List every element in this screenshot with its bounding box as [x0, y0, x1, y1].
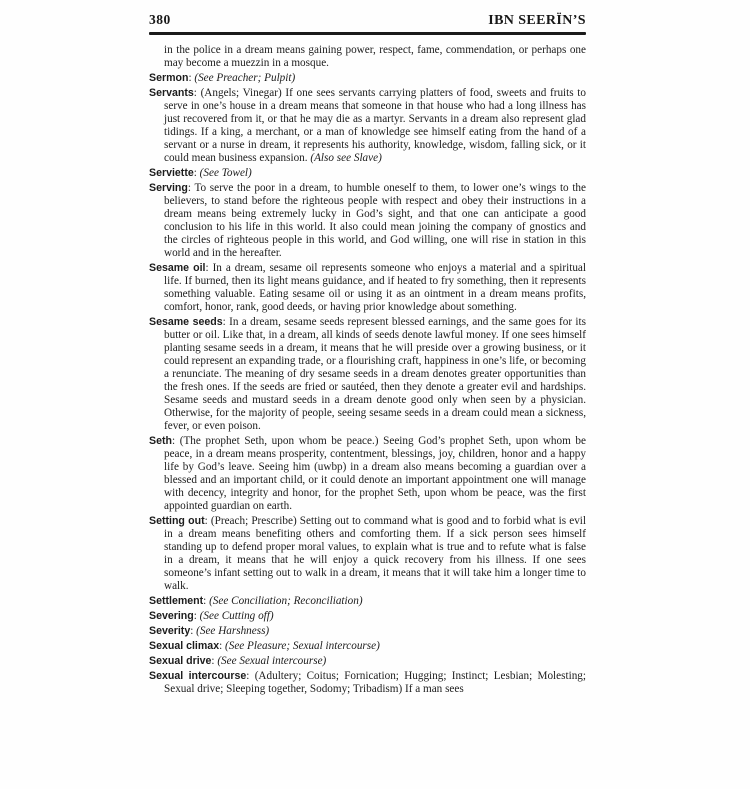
entry-term: Serving	[149, 182, 188, 194]
entry-term: Sesame seeds	[149, 316, 223, 328]
entry-term-separator: :	[205, 262, 213, 274]
entry	[149, 670, 586, 696]
entry-term: Severing	[149, 610, 194, 622]
page-number: 380	[149, 12, 171, 27]
entry-text-regular: In a dream, sesame seeds represent blessed earnings, and the same goes for its butter or oil. Like that, in a dream, all kinds of seeds denote lawful money. If one sees himself planting sesame seeds in a dream, it means that he will preside over a growing business, or it could represent an expanding trade, or a flourishing craft, happiness in one’s life, or becoming a renunciate. The meaning of dry sesame seeds in a dream denotes greater opportunities than the fresh ones. If the seeds are fried or sautéed, then they denote a greater evil and hardships. Sesame seeds and mustard seeds in a dream denote good only when seen by a physician. Otherwise, for the majority of people, seeing sesame seeds in a dream could mean a sickness, fever, or even poison.	[164, 316, 586, 432]
entry	[149, 515, 586, 593]
entry-term-separator: :	[204, 515, 211, 527]
entry-term: Sermon	[149, 72, 189, 84]
entry-term-separator: :	[187, 182, 195, 194]
entry-text-regular: in the police in a dream means gaining power, respect, fame, commendation, or perhaps one may become a muezzin in a mosque.	[164, 44, 586, 69]
entry-text-italic: (See Conciliation; Reconciliation)	[209, 595, 363, 607]
entry-text-italic: (See Towel)	[199, 167, 252, 179]
entry-term-separator: :	[171, 435, 180, 447]
entry-term: Setting out	[149, 515, 205, 527]
entry-term-separator: :	[219, 640, 225, 652]
entry-term: Servants	[149, 87, 194, 99]
entry-term: Sexual intercourse	[149, 670, 247, 682]
entry-term: Sexual drive	[149, 655, 212, 667]
entry-term-separator: :	[193, 87, 201, 99]
entry-text-regular: (Preach; Prescribe) Setting out to command what is good and to forbid what is evil in a dream means benefiting others and comforting them. If a sick person sees himself standing up to defend proper moral values, to explain what is true and to refute what is false in a dream, it means that he will enjoy a quick recovery from his illness. If one sees someone’s infant setting out to walk in a dream, it means that it will take him a longer time to walk.	[164, 515, 587, 592]
book-page	[149, 12, 586, 698]
entry-text-regular: In a dream, sesame oil represents someone who enjoys a material and a spiritual life. If burned, then its light means guidance, and if heated to fry something, then it represents something valuable. Eating sesame oil or using it as an ointment in a dream means profits, comfort, honor, rank, good deeds, or having prior knowledge about something.	[164, 262, 587, 313]
entry	[149, 655, 586, 668]
entry-term: Sexual climax	[149, 640, 220, 652]
entry	[149, 435, 586, 513]
entry-text-regular: To serve the poor in a dream, to humble oneself to them, to lower one’s wings to the believers, to stand before the righteous people with respect and obey their instructions in a dream means being extremely lucky in God’s sight, and that one can anticipate a good conclusion to his life in this world. It also could mean joining the company of gnostics and the circles of righteous people in this world, and God willing, one will rise in station in this world and in the hereafter.	[164, 182, 586, 259]
entry-text-italic: (See Cutting off)	[199, 610, 274, 622]
entry	[149, 182, 586, 260]
entry-term: Sesame oil	[149, 262, 206, 274]
entry	[149, 610, 586, 623]
entry-term-separator: :	[190, 625, 197, 637]
entry-term-separator: :	[188, 72, 195, 84]
entry-term-separator: :	[203, 595, 210, 607]
entry-term-separator: :	[193, 167, 200, 179]
entry-text-regular: (The prophet Seth, upon whom be peace.) Seeing God’s prophet Seth, upon whom be peace, in a dream means prosperity, contentment, blessings, joy, children, honor and a happy life by God’s leave. Seeing him (uwbp) in a dream also means becoming a guardian over a blessed and an important child, or it could denote an important appointment one will manage with decency, integrity and honor, for the prophet Seth, upon whom be peace, was the first appointed guardian on earth.	[164, 435, 586, 512]
entry-term-separator: :	[222, 316, 230, 328]
entry	[149, 87, 586, 165]
entry-text-regular: (Angels; Vinegar) If one sees servants carrying platters of food, sweets and fruits to serve in one’s house in a dream means that someone in that house who had a long illness has just recovered from it, or that he may die as a martyr. Servants in a dream also represent glad tidings. If a king, a merchant, or a man of knowledge see himself eating from the hand of a servant or a nurse in dream, it represents his authority, knowledge, wisdom, falling sick, or it could mean business expansion.	[164, 87, 587, 164]
entry-term: Settlement	[149, 595, 204, 607]
entry	[149, 316, 586, 433]
entry-text-regular: (Adultery; Coitus; Fornication; Hugging; Instinct; Lesbian; Molesting; Sexual drive; Sleeping together, Sodomy; Tribadism) If a man sees	[164, 670, 586, 695]
entry-text-italic: (See Harshness)	[196, 625, 270, 637]
entry	[149, 625, 586, 638]
entry-term: Seth	[149, 435, 172, 447]
running-title: IBN SEERÏN’S	[488, 13, 586, 28]
entry	[149, 167, 586, 180]
entry-term-separator: :	[193, 610, 200, 622]
entry-text-italic: (See Sexual intercourse)	[217, 655, 327, 667]
entry-text-italic: (Also see Slave)	[310, 152, 382, 164]
entry-term: Serviette	[149, 167, 194, 179]
entry-continuation	[149, 44, 586, 70]
entry	[149, 72, 586, 85]
entry	[149, 262, 586, 314]
header-rule-divider	[149, 32, 586, 35]
entry-text-italic: (See Preacher; Pulpit)	[194, 72, 296, 84]
dictionary-entries	[149, 44, 586, 696]
entry-text-italic: (See Pleasure; Sexual intercourse)	[225, 640, 380, 652]
entry-term-separator: :	[246, 670, 255, 682]
entry-term-separator: :	[211, 655, 218, 667]
entry-term: Severity	[149, 625, 191, 637]
entry	[149, 595, 586, 608]
page-header	[149, 12, 586, 29]
entry	[149, 640, 586, 653]
